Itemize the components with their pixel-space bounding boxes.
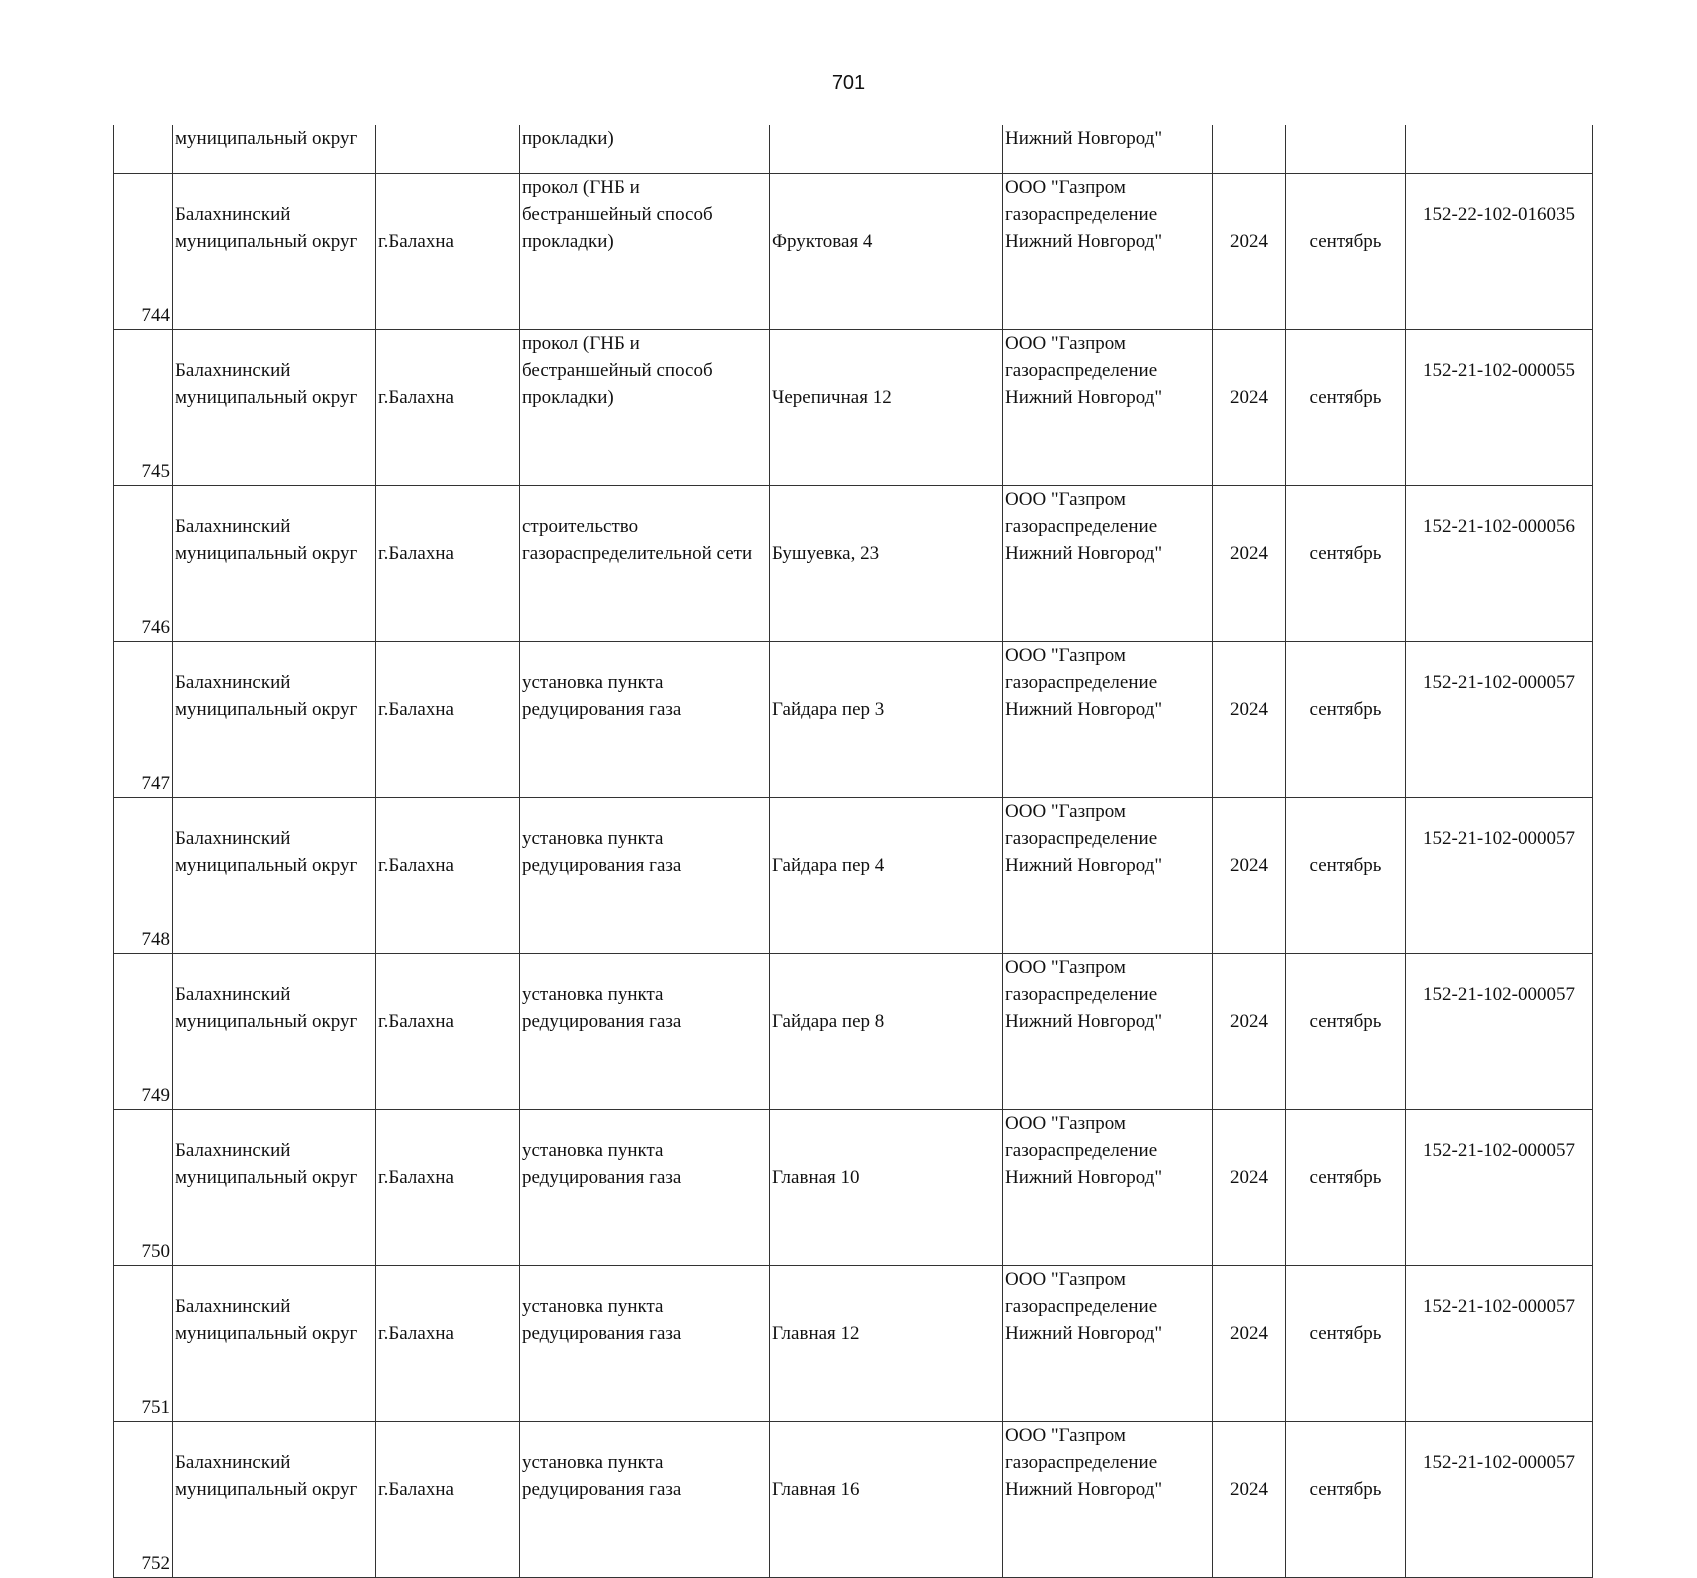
cell-address: Гайдара пер 3	[770, 642, 1003, 798]
cell-code: 152-21-102-000057	[1406, 798, 1593, 954]
cell-organization	[1003, 330, 1213, 486]
cell-line: установка пункта	[522, 1296, 664, 1317]
cell-line: муниципальный округ	[175, 1167, 358, 1188]
cell-code: 152-21-102-000057	[1406, 954, 1593, 1110]
cell-city: г.Балахна	[376, 642, 520, 798]
cell-line: бестраншейный способ	[522, 204, 713, 225]
cell-code: 152-22-102-016035	[1406, 174, 1593, 330]
cell-line: установка пункта	[522, 1140, 664, 1161]
cell-line: газораспределение	[1005, 516, 1158, 537]
cell-year: 2024	[1213, 330, 1286, 486]
cell-year: 2024	[1213, 1110, 1286, 1266]
cell-line: установка пункта	[522, 1452, 664, 1473]
cell-city	[376, 125, 520, 174]
cell-number: 744	[114, 174, 173, 330]
cell-line: газораспределение	[1005, 828, 1158, 849]
cell-line: строительство	[522, 516, 639, 537]
cell-code: 152-21-102-000057	[1406, 1422, 1593, 1578]
table-row	[114, 1266, 1593, 1422]
cell-line: Нижний Новгород"	[1005, 1167, 1163, 1188]
cell-line: Нижний Новгород"	[1005, 1323, 1163, 1344]
cell-line: Нижний Новгород"	[1005, 1479, 1163, 1500]
cell-organization	[1003, 642, 1213, 798]
cell-year: 2024	[1213, 174, 1286, 330]
cell-line: ООО "Газпром	[1005, 1269, 1126, 1290]
cell-line: установка пункта	[522, 828, 664, 849]
cell-year: 2024	[1213, 798, 1286, 954]
cell-line: газораспределение	[1005, 672, 1158, 693]
table-row	[114, 642, 1593, 798]
cell-month: сентябрь	[1286, 954, 1406, 1110]
cell-code	[1406, 125, 1593, 174]
cell-line: редуцирования газа	[522, 1323, 682, 1344]
cell-number: 749	[114, 954, 173, 1110]
cell-line: Балахнинский	[175, 1296, 291, 1317]
cell-line: Балахнинский	[175, 984, 291, 1005]
cell-district	[173, 1422, 376, 1578]
cell-line: ООО "Газпром	[1005, 1425, 1126, 1446]
cell-organization	[1003, 954, 1213, 1110]
cell-address: Фруктовая 4	[770, 174, 1003, 330]
cell-line: редуцирования газа	[522, 1011, 682, 1032]
cell-line: ООО "Газпром	[1005, 333, 1126, 354]
cell-line: Балахнинский	[175, 204, 291, 225]
cell-line: ООО "Газпром	[1005, 489, 1126, 510]
cell-organization	[1003, 174, 1213, 330]
cell-code: 152-21-102-000057	[1406, 1266, 1593, 1422]
cell-line: муниципальный округ	[175, 1479, 358, 1500]
cell-line: прокол (ГНБ и	[522, 177, 640, 198]
cell-organization	[1003, 798, 1213, 954]
cell-line: редуцирования газа	[522, 1479, 682, 1500]
cell-city: г.Балахна	[376, 1266, 520, 1422]
cell-city: г.Балахна	[376, 1422, 520, 1578]
table-row	[114, 798, 1593, 954]
cell-work	[520, 1422, 770, 1578]
cell-line: Балахнинский	[175, 1140, 291, 1161]
cell-line: Балахнинский	[175, 360, 291, 381]
cell-line: Нижний Новгород"	[1005, 699, 1163, 720]
cell-month: сентябрь	[1286, 1110, 1406, 1266]
cell-district	[173, 642, 376, 798]
cell-line: Балахнинский	[175, 828, 291, 849]
cell-organization	[1003, 1422, 1213, 1578]
cell-organization	[1003, 1266, 1213, 1422]
cell-month: сентябрь	[1286, 1422, 1406, 1578]
cell-district	[173, 174, 376, 330]
cell-year	[1213, 125, 1286, 174]
cell-line: муниципальный округ	[175, 387, 358, 408]
cell-line: газораспределение	[1005, 984, 1158, 1005]
table-row	[114, 1110, 1593, 1266]
cell-line: муниципальный округ	[175, 1011, 358, 1032]
cell-year: 2024	[1213, 486, 1286, 642]
cell-line: муниципальный округ	[175, 1323, 358, 1344]
cell-line: прокол (ГНБ и	[522, 333, 640, 354]
cell-number: 750	[114, 1110, 173, 1266]
cell-district: муниципальный округ	[173, 125, 376, 174]
cell-address	[770, 125, 1003, 174]
cell-line: установка пункта	[522, 984, 664, 1005]
cell-work	[520, 1110, 770, 1266]
cell-month: сентябрь	[1286, 174, 1406, 330]
cell-code: 152-21-102-000057	[1406, 642, 1593, 798]
cell-month	[1286, 125, 1406, 174]
cell-city: г.Балахна	[376, 954, 520, 1110]
cell-city: г.Балахна	[376, 798, 520, 954]
cell-work	[520, 954, 770, 1110]
cell-number: 747	[114, 642, 173, 798]
cell-work	[520, 642, 770, 798]
cell-line: муниципальный округ	[175, 699, 358, 720]
cell-line: Балахнинский	[175, 1452, 291, 1473]
cell-month: сентябрь	[1286, 330, 1406, 486]
cell-year: 2024	[1213, 1266, 1286, 1422]
table-row-continued	[114, 125, 1593, 174]
cell-number: 752	[114, 1422, 173, 1578]
cell-line: установка пункта	[522, 672, 664, 693]
cell-month: сентябрь	[1286, 642, 1406, 798]
cell-line: ООО "Газпром	[1005, 957, 1126, 978]
cell-address: Главная 16	[770, 1422, 1003, 1578]
cell-organization	[1003, 486, 1213, 642]
cell-district	[173, 330, 376, 486]
cell-month: сентябрь	[1286, 486, 1406, 642]
page-number: 701	[831, 72, 866, 94]
cell-line: прокладки)	[522, 231, 614, 252]
cell-number: 751	[114, 1266, 173, 1422]
cell-code: 152-21-102-000056	[1406, 486, 1593, 642]
cell-address: Бушуевка, 23	[770, 486, 1003, 642]
table-row	[114, 486, 1593, 642]
cell-address: Главная 12	[770, 1266, 1003, 1422]
cell-line: газораспределение	[1005, 1452, 1158, 1473]
cell-line: ООО "Газпром	[1005, 645, 1126, 666]
cell-work: прокладки)	[520, 125, 770, 174]
cell-code: 152-21-102-000055	[1406, 330, 1593, 486]
cell-line: газораспределение	[1005, 1140, 1158, 1161]
cell-line: Нижний Новгород"	[1005, 387, 1163, 408]
cell-city: г.Балахна	[376, 486, 520, 642]
cell-district	[173, 486, 376, 642]
cell-month: сентябрь	[1286, 1266, 1406, 1422]
cell-line: ООО "Газпром	[1005, 1113, 1126, 1134]
cell-district	[173, 1266, 376, 1422]
cell-month: сентябрь	[1286, 798, 1406, 954]
table-row	[114, 1422, 1593, 1578]
cell-city: г.Балахна	[376, 330, 520, 486]
cell-address: Гайдара пер 8	[770, 954, 1003, 1110]
cell-line: Нижний Новгород"	[1005, 855, 1163, 876]
cell-address: Главная 10	[770, 1110, 1003, 1266]
cell-district	[173, 1110, 376, 1266]
cell-address: Черепичная 12	[770, 330, 1003, 486]
cell-line: газораспределительной сети	[522, 543, 753, 564]
cell-line: Нижний Новгород"	[1005, 231, 1163, 252]
cell-organization: Нижний Новгород"	[1003, 125, 1213, 174]
cell-work	[520, 486, 770, 642]
cell-line: редуцирования газа	[522, 855, 682, 876]
cell-line: муниципальный округ	[175, 543, 358, 564]
cell-year: 2024	[1213, 954, 1286, 1110]
cell-year: 2024	[1213, 642, 1286, 798]
cell-work	[520, 1266, 770, 1422]
registry-table	[113, 125, 1593, 1578]
table-row	[114, 330, 1593, 486]
cell-work	[520, 330, 770, 486]
cell-line: муниципальный округ	[175, 855, 358, 876]
cell-code: 152-21-102-000057	[1406, 1110, 1593, 1266]
cell-number	[114, 125, 173, 174]
cell-city: г.Балахна	[376, 174, 520, 330]
cell-line: Нижний Новгород"	[1005, 543, 1163, 564]
cell-line: прокладки)	[522, 387, 614, 408]
cell-district	[173, 798, 376, 954]
cell-line: Балахнинский	[175, 672, 291, 693]
cell-line: ООО "Газпром	[1005, 801, 1126, 822]
cell-number: 748	[114, 798, 173, 954]
cell-line: редуцирования газа	[522, 1167, 682, 1188]
cell-work	[520, 174, 770, 330]
table-row	[114, 174, 1593, 330]
cell-district	[173, 954, 376, 1110]
cell-line: газораспределение	[1005, 1296, 1158, 1317]
cell-line: газораспределение	[1005, 204, 1158, 225]
cell-organization	[1003, 1110, 1213, 1266]
cell-address: Гайдара пер 4	[770, 798, 1003, 954]
cell-line: Нижний Новгород"	[1005, 1011, 1163, 1032]
cell-line: газораспределение	[1005, 360, 1158, 381]
cell-work	[520, 798, 770, 954]
cell-year: 2024	[1213, 1422, 1286, 1578]
table-row	[114, 954, 1593, 1110]
cell-line: бестраншейный способ	[522, 360, 713, 381]
cell-city: г.Балахна	[376, 1110, 520, 1266]
cell-line: муниципальный округ	[175, 231, 358, 252]
cell-line: редуцирования газа	[522, 699, 682, 720]
cell-line: ООО "Газпром	[1005, 177, 1126, 198]
cell-number: 745	[114, 330, 173, 486]
cell-line: Балахнинский	[175, 516, 291, 537]
cell-number: 746	[114, 486, 173, 642]
